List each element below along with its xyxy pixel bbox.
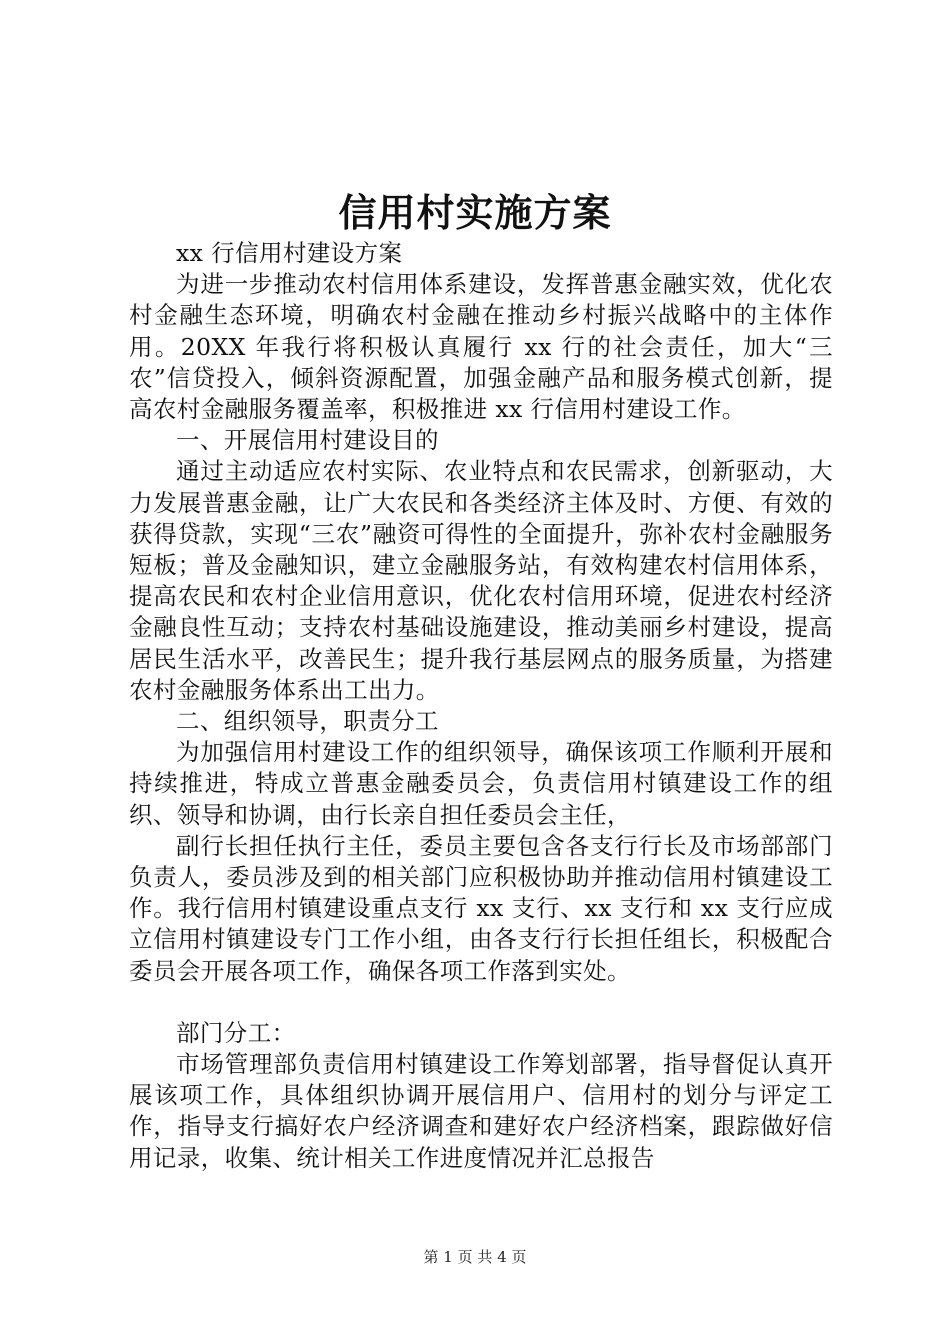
intro-paragraph: 为进一步推动农村信用体系建设，发挥普惠金融实效，优化农村金融生态环境，明确农村金融在推动乡村振兴战略中的主体作用。20XX 年我行将积极认真履行 xx 行的社会责任，加大“三农”信贷投入，倾斜资源配置，加强金融产品和服务模式创新，提高农村金融服务覆盖率，积极推进 xx 行信用村建设工作。 [129, 270, 833, 424]
page-footer: 第 1 页 共 4 页 [423, 1248, 527, 1266]
section-heading-2: 二、组织领导，职责分工 [176, 707, 439, 736]
department-division-paragraph: 市场管理部负责信用村镇建设工作筹划部署，指导督促认真开展该项工作，具体组织协调开展信用户、信用村的划分与评定工作，指导支行搞好农户经济调查和建好农户经济档案，跟踪做好信用记录，收集、统计相关工作进度情况并汇总报告 [129, 1050, 833, 1172]
subtitle-paragraph: xx 行信用村建设方案 [176, 239, 403, 267]
document-title: 信用村实施方案 [338, 190, 612, 235]
department-division-heading: 部门分工： [176, 1018, 296, 1047]
section-2-paragraph-1: 为加强信用村建设工作的组织领导，确保该项工作顺利开展和持续推进，特成立普惠金融委员会，负责信用村镇建设工作的组织、领导和协调，由行长亲自担任委员会主任， [129, 738, 833, 829]
section-heading-1: 一、开展信用村建设目的 [176, 426, 439, 455]
document-body [129, 238, 833, 1174]
section-1-paragraph: 通过主动适应农村实际、农业特点和农民需求，创新驱动，大力发展普惠金融，让广大农民和各类经济主体及时、方便、有效的获得贷款，实现“三农”融资可得性的全面提升，弥补农村金融服务短板；普及金融知识，建立金融服务站，有效构建农村信用体系，提高农民和农村企业信用意识，优化农村信用环境，促进农村经济金融良性互动；支持农村基础设施建设，推动美丽乡村建设，提高居民生活水平，改善民生；提升我行基层网点的服务质量，为搭建农村金融服务体系出工出力。 [129, 457, 833, 704]
section-2-paragraph-2: 副行长担任执行主任，委员主要包含各支行行长及市场部部门负责人，委员涉及到的相关部门应积极协助并推动信用村镇建设工作。我行信用村镇建设重点支行 xx 支行、xx 支行和 xx 支行应成立信用村镇建设专门工作小组，由各支行行长担任组长，积极配合委员会开展各项工作，确保各项工作落到实处。 [129, 831, 833, 985]
